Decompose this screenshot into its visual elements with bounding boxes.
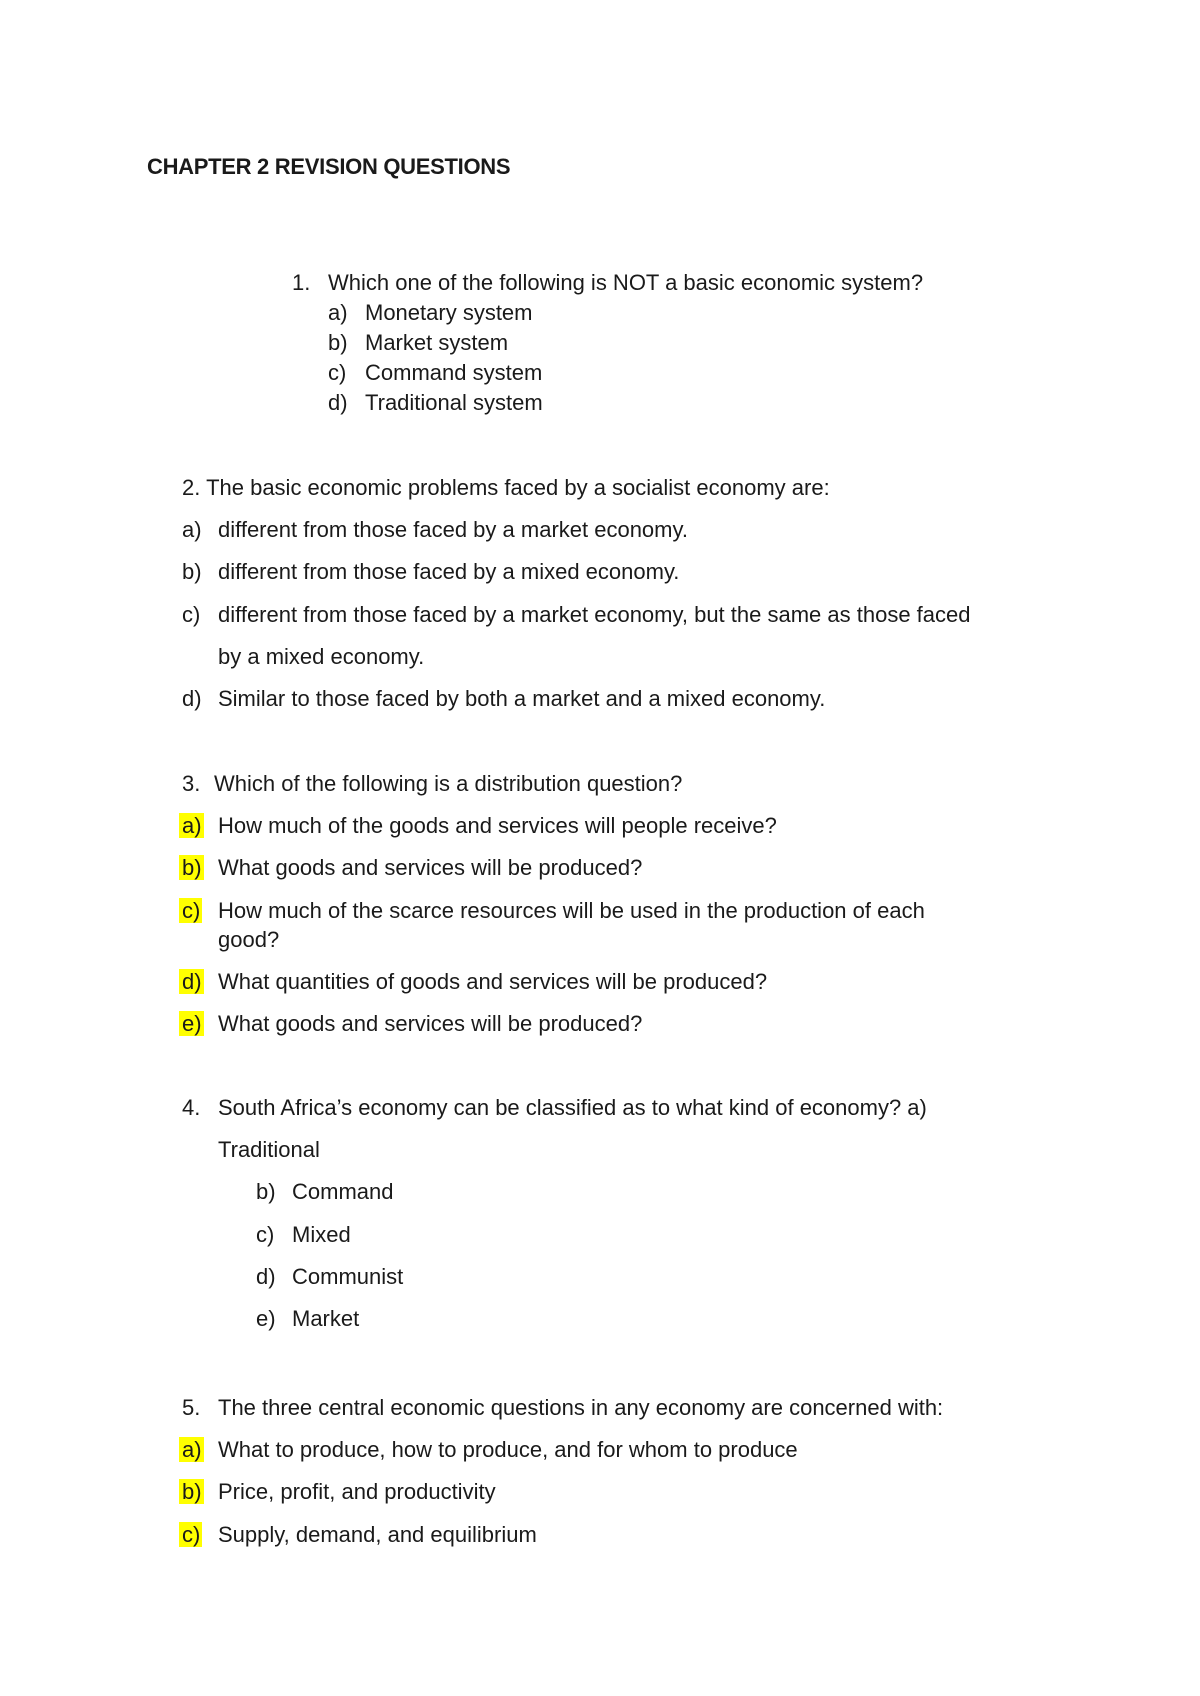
q1-option-d-label: d) (328, 390, 348, 415)
page-title: CHAPTER 2 REVISION QUESTIONS (147, 154, 511, 179)
q4-option-d-label: d) (256, 1264, 276, 1289)
q5-option-b-text: Price, profit, and productivity (218, 1479, 496, 1504)
q3-option-e-label: e) (182, 1013, 204, 1035)
q4-option-b-text: Command (292, 1179, 394, 1204)
q5-option-a-text: What to produce, how to produce, and for whom to produce (218, 1437, 798, 1462)
q4-text-cont: Traditional (218, 1137, 320, 1162)
q2-text: 2. The basic economic problems faced by a socialist economy are: (182, 475, 830, 500)
q4-option-e-text: Market (292, 1306, 360, 1331)
q1-option-a-label: a) (328, 300, 348, 325)
q2-option-b-text: different from those faced by a mixed economy. (218, 559, 680, 584)
q3-option-b-label: b) (182, 857, 204, 879)
q2-option-d-label: d) (182, 686, 202, 711)
q3-option-b-text: What goods and services will be produced? (218, 855, 643, 880)
q3-option-d-text: What quantities of goods and services will be produced? (218, 969, 768, 994)
q2-option-a-label: a) (182, 517, 202, 542)
q4-option-c-label: c) (256, 1222, 275, 1247)
q3-option-d-label: d) (182, 971, 204, 993)
q4-option-c-text: Mixed (292, 1222, 351, 1247)
q1-option-b-label: b) (328, 330, 348, 355)
q5-option-a-label: a) (182, 1439, 204, 1461)
q3-option-c-text-cont: good? (218, 927, 280, 952)
q2-option-a-text: different from those faced by a market economy. (218, 517, 688, 542)
q2-option-d-text: Similar to those faced by both a market and a mixed economy. (218, 686, 826, 711)
q3-option-c-text: How much of the scarce resources will be used in the production of each (218, 898, 925, 923)
q2-option-c-text-cont: by a mixed economy. (218, 644, 425, 669)
q4-number: 4. (182, 1095, 201, 1120)
q3-option-a-label: a) (182, 815, 204, 837)
q1-option-a-text: Monetary system (365, 300, 533, 325)
q2-option-c-label: c) (182, 602, 201, 627)
q5-number: 5. (182, 1395, 201, 1420)
q5-text: The three central economic questions in any economy are concerned with: (218, 1395, 944, 1420)
q3-option-c-label: c) (182, 900, 202, 922)
q1-option-c-label: c) (328, 360, 347, 385)
q3-option-a-text: How much of the goods and services will people receive? (218, 813, 777, 838)
q1-number: 1. (292, 270, 311, 295)
q5-option-b-label: b) (182, 1481, 204, 1503)
q1-option-d-text: Traditional system (365, 390, 543, 415)
q2-option-c-text: different from those faced by a market economy, but the same as those faced (218, 602, 971, 627)
q1-option-b-text: Market system (365, 330, 509, 355)
q5-option-c-label: c) (182, 1524, 202, 1546)
q3-option-e-text: What goods and services will be produced? (218, 1011, 643, 1036)
q4-option-d-text: Communist (292, 1264, 404, 1289)
q1-text: Which one of the following is NOT a basic economic system? (328, 270, 924, 295)
q5-option-c-text: Supply, demand, and equilibrium (218, 1522, 537, 1547)
q3-number: 3. (182, 771, 201, 796)
q4-option-e-label: e) (256, 1306, 276, 1331)
q4-text: South Africa’s economy can be classified as to what kind of economy? a) (218, 1095, 927, 1120)
q2-option-b-label: b) (182, 559, 202, 584)
q4-option-b-label: b) (256, 1179, 276, 1204)
q3-text: Which of the following is a distribution question? (214, 771, 683, 796)
q1-option-c-text: Command system (365, 360, 543, 385)
